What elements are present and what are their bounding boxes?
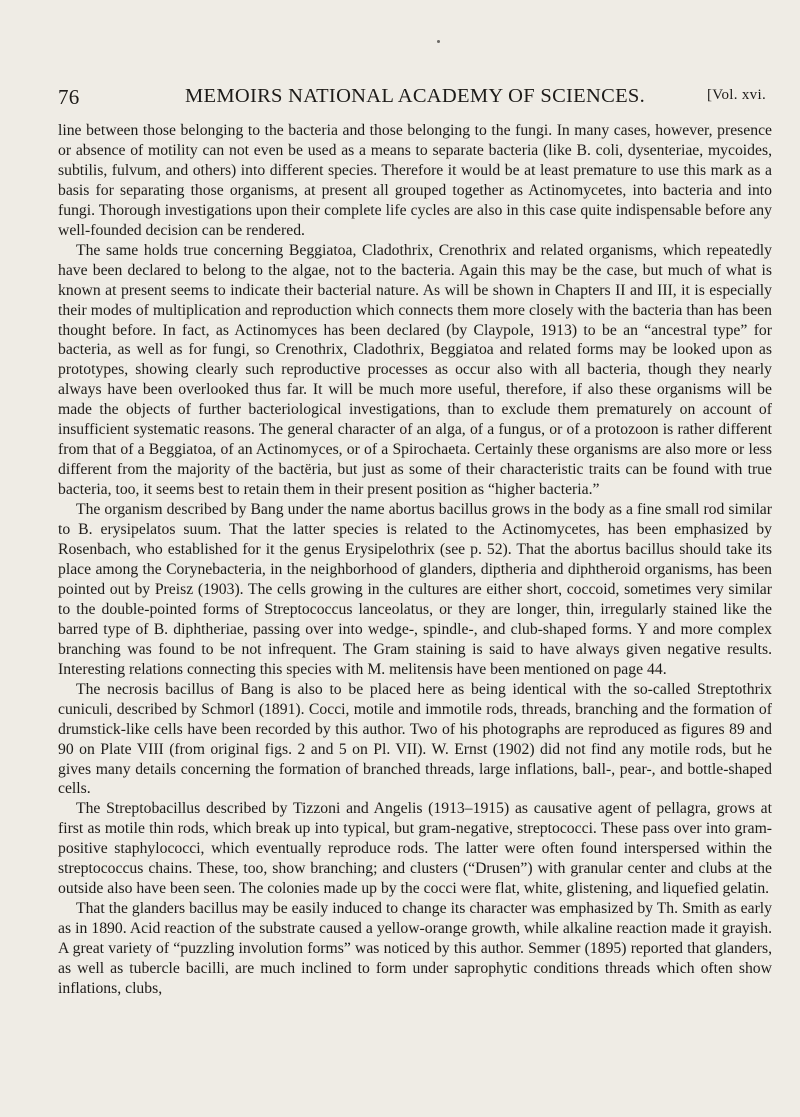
paragraph-5: The Streptobacillus described by Tizzoni and Angelis (1913–1915) as causative agent of pellagra, grows at first as motile thin rods, which break up into typical, but gram-negative, streptococci. These pass over into gram-positive staphylococci, which eventually reproduce rods. The latter were often found interspersed within the streptococcus chains. These, too, show branching; and clusters (“Drusen”) with granular center and clubs at the outside also have been seen. The colonies made up by the cocci were flat, white, glistening, and liquefied gelatin. [58,800,772,898]
paragraph-1: line between those belonging to the bacteria and those belonging to the fungi. In many cases, however, presence or absence of motility can not even be used as a means to separate bacteria (like B. coli, dysenteriae, mycoides, subtilis, fulvum, and others) into different species. Therefore it would be at least premature to use this mark as a basis for separating those organisms, at present all grouped together as Actinomycetes, into bacteria and into fungi. Thorough investigations upon their complete life cycles are also in this case quite indispensable before any well-founded decision can be rendered. [58,122,772,239]
paragraph-3: The organism described by Bang under the name abortus bacillus grows in the body as a fine small rod similar to B. erysipelatos suum. That the latter species is related to the Actinomycetes, has been emphasized by Rosenbach, who established for it the genus Erysipelothrix (see p. 52). That the abortus bacillus should take its place among the Corynebacteria, in the neighborhood of glanders, diptheria and diphtheroid organisms, has been pointed out by Preisz (1903). The cells growing in the cultures are either short, coccoid, sometimes very similar to the double-pointed forms of Streptococcus lanceolatus, or they are longer, thin, irregularly stained like the barred type of B. diphtheriae, passing over into wedge-, spindle-, and club-shaped forms. Y and more complex branching was found to be not infrequent. The Gram staining is said to have always given negative results. Interesting relations connecting this species with M. melitensis have been mentioned on page 44. [58,501,772,678]
page-header [58,85,772,109]
page-number: 76 [58,85,80,109]
paragraph-4: The necrosis bacillus of Bang is also to be placed here as being identical with the so-called Streptothrix cuniculi, described by Schmorl (1891). Cocci, motile and immotile rods, threads, branching and the formation of drumstick-like cells have been recorded by this author. Two of his photographs are reproduced as figures 89 and 90 on Plate VIII (from original figs. 2 and 5 on Pl. VII). W. Ernst (1902) did not find any motile rods, but he gives many details concerning the formation of branched threads, large inflations, ball-, pear-, and bottle-shaped cells. [58,680,772,798]
paragraph-6: That the glanders bacillus may be easily induced to change its character was emphasized by Th. Smith as early as in 1890. Acid reaction of the substrate caused a yellow-orange growth, while alkaline reaction made it grayish. A great variety of “puzzling involution forms” was noticed by this author. Semmer (1895) reported that glanders, as well as tubercle bacilli, are much inclined to form under saprophytic conditions threads which often show inflations, clubs, [58,900,772,997]
volume-label: [Vol. xvi. [707,87,766,103]
page-speck [437,40,440,43]
running-title: MEMOIRS NATIONAL ACADEMY OF SCIENCES. [184,85,646,107]
body-text [58,121,772,999]
paragraph-2: The same holds true concerning Beggiatoa, Cladothrix, Crenothrix and related organisms, which repeatedly have been declared to belong to the algae, not to the bacteria. Again this may be the case, but much of what is known at present seems to indicate their bacterial nature. As will be shown in Chapters II and III, it is especially their modes of multiplication and reproduction which connects them more closely with the bacteria than has been thought before. In fact, as Actinomyces has been declared (by Claypole, 1913) to be an “ancestral type” for bacteria, as well as for fungi, so Crenothrix, Cladothrix, Beggiatoa and related forms may be looked upon as prototypes, showing clearly such reproductive processes as occur also with all bacteria, though they nearly always have been overlooked thus far. It will be much more useful, therefore, if also these organisms will be made the objects of further bacteriological investigations, than to exclude them prematurely on account of insufficient systematic reasons. The general character of an alga, of a fungus, or of a protozoon is rather different from that of a Beggiatoa, of an Actinomyces, or of a Spirochaeta. Certainly these organisms are also more or less different from the majority of the bactëria, but just as some of their characteristic traits can be found with true bacteria, too, it seems best to retain them in their present position as “higher bacteria.” [58,241,772,499]
